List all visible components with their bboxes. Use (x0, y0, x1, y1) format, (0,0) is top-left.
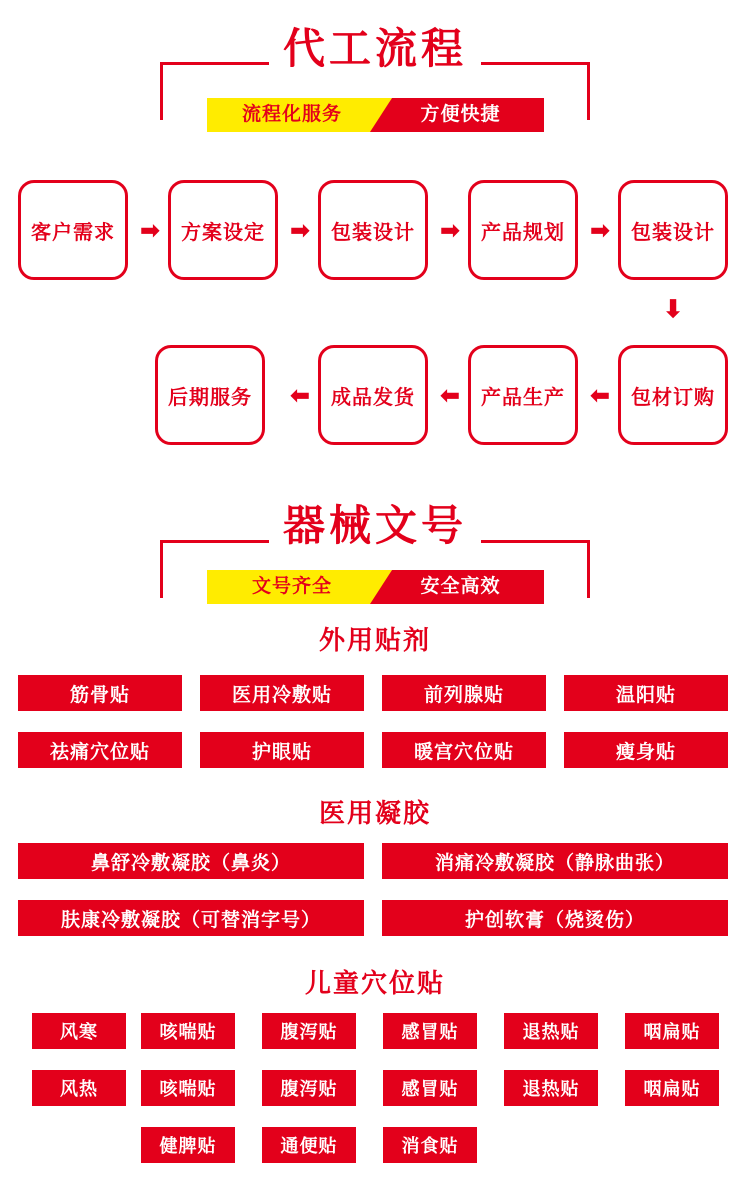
ribbon-label-right-2: 安全高效 (420, 576, 501, 597)
arrow-right-icon-4: ➡ (590, 217, 610, 243)
page-title-process: 代工流程 (269, 28, 481, 70)
section-title-row-2 (0, 502, 750, 549)
product-tag[interactable]: 咽扁贴 (625, 1070, 719, 1106)
arrow-left-icon-3: ⬅ (290, 382, 310, 408)
ribbon-license (207, 570, 544, 604)
product-tag[interactable]: 消痛冷敷凝胶（静脉曲张） (382, 843, 728, 879)
product-tag[interactable]: 健脾贴 (141, 1127, 235, 1163)
product-tag[interactable]: 咳喘贴 (141, 1013, 235, 1049)
arrow-right-icon-2: ➡ (290, 217, 310, 243)
flow-step-7: 产品生产 (468, 345, 578, 445)
product-tag[interactable]: 退热贴 (504, 1013, 598, 1049)
arrow-left-icon-1: ⬅ (590, 382, 610, 408)
page-title-license: 器械文号 (269, 505, 481, 547)
product-tag[interactable]: 感冒贴 (383, 1013, 477, 1049)
product-tag[interactable]: 护眼贴 (200, 732, 364, 768)
product-tag[interactable]: 腹泻贴 (262, 1070, 356, 1106)
product-tag[interactable]: 前列腺贴 (382, 675, 546, 711)
arrow-right-icon-1: ➡ (140, 217, 160, 243)
product-tag[interactable]: 瘦身贴 (564, 732, 728, 768)
product-tag[interactable]: 筋骨贴 (18, 675, 182, 711)
product-tag[interactable]: 感冒贴 (383, 1070, 477, 1106)
flow-step-3: 包装设计 (318, 180, 428, 280)
ribbon-label-left-1: 流程化服务 (241, 104, 342, 125)
category-title-external-patches: 外用贴剂 (318, 625, 431, 655)
ribbon-process (207, 98, 544, 132)
product-tag[interactable]: 退热贴 (504, 1070, 598, 1106)
flow-step-9: 后期服务 (155, 345, 265, 445)
product-tag[interactable]: 肤康冷敷凝胶（可替消字号） (18, 900, 364, 936)
category-title-medical-gel: 医用凝胶 (318, 798, 431, 828)
flow-step-6: 包材订购 (618, 345, 728, 445)
arrow-left-icon-2: ⬅ (440, 382, 460, 408)
section-title-row-1 (0, 25, 750, 72)
product-tag[interactable]: 咳喘贴 (141, 1070, 235, 1106)
product-tag[interactable]: 腹泻贴 (262, 1013, 356, 1049)
product-tag[interactable]: 医用冷敷贴 (200, 675, 364, 711)
flow-step-8: 成品发货 (318, 345, 428, 445)
flow-step-4: 产品规划 (468, 180, 578, 280)
arrow-down-icon: ⬇ (662, 296, 684, 323)
product-tag[interactable]: 通便贴 (262, 1127, 356, 1163)
product-tag[interactable]: 消食贴 (383, 1127, 477, 1163)
product-tag[interactable]: 祛痛穴位贴 (18, 732, 182, 768)
category-title-children-patches: 儿童穴位贴 (304, 968, 445, 998)
product-tag[interactable]: 温阳贴 (564, 675, 728, 711)
product-tag[interactable]: 咽扁贴 (625, 1013, 719, 1049)
product-tag[interactable]: 鼻舒冷敷凝胶（鼻炎） (18, 843, 364, 879)
product-tag[interactable]: 暖宫穴位贴 (382, 732, 546, 768)
flow-step-2: 方案设定 (168, 180, 278, 280)
product-tag[interactable]: 风寒 (32, 1013, 126, 1049)
flow-step-1: 客户需求 (18, 180, 128, 280)
arrow-right-icon-3: ➡ (440, 217, 460, 243)
product-tag[interactable]: 护创软膏（烧烫伤） (382, 900, 728, 936)
flow-step-5: 包装设计 (618, 180, 728, 280)
ribbon-label-right-1: 方便快捷 (420, 104, 501, 125)
ribbon-label-left-2: 文号齐全 (251, 576, 332, 597)
product-tag[interactable]: 风热 (32, 1070, 126, 1106)
